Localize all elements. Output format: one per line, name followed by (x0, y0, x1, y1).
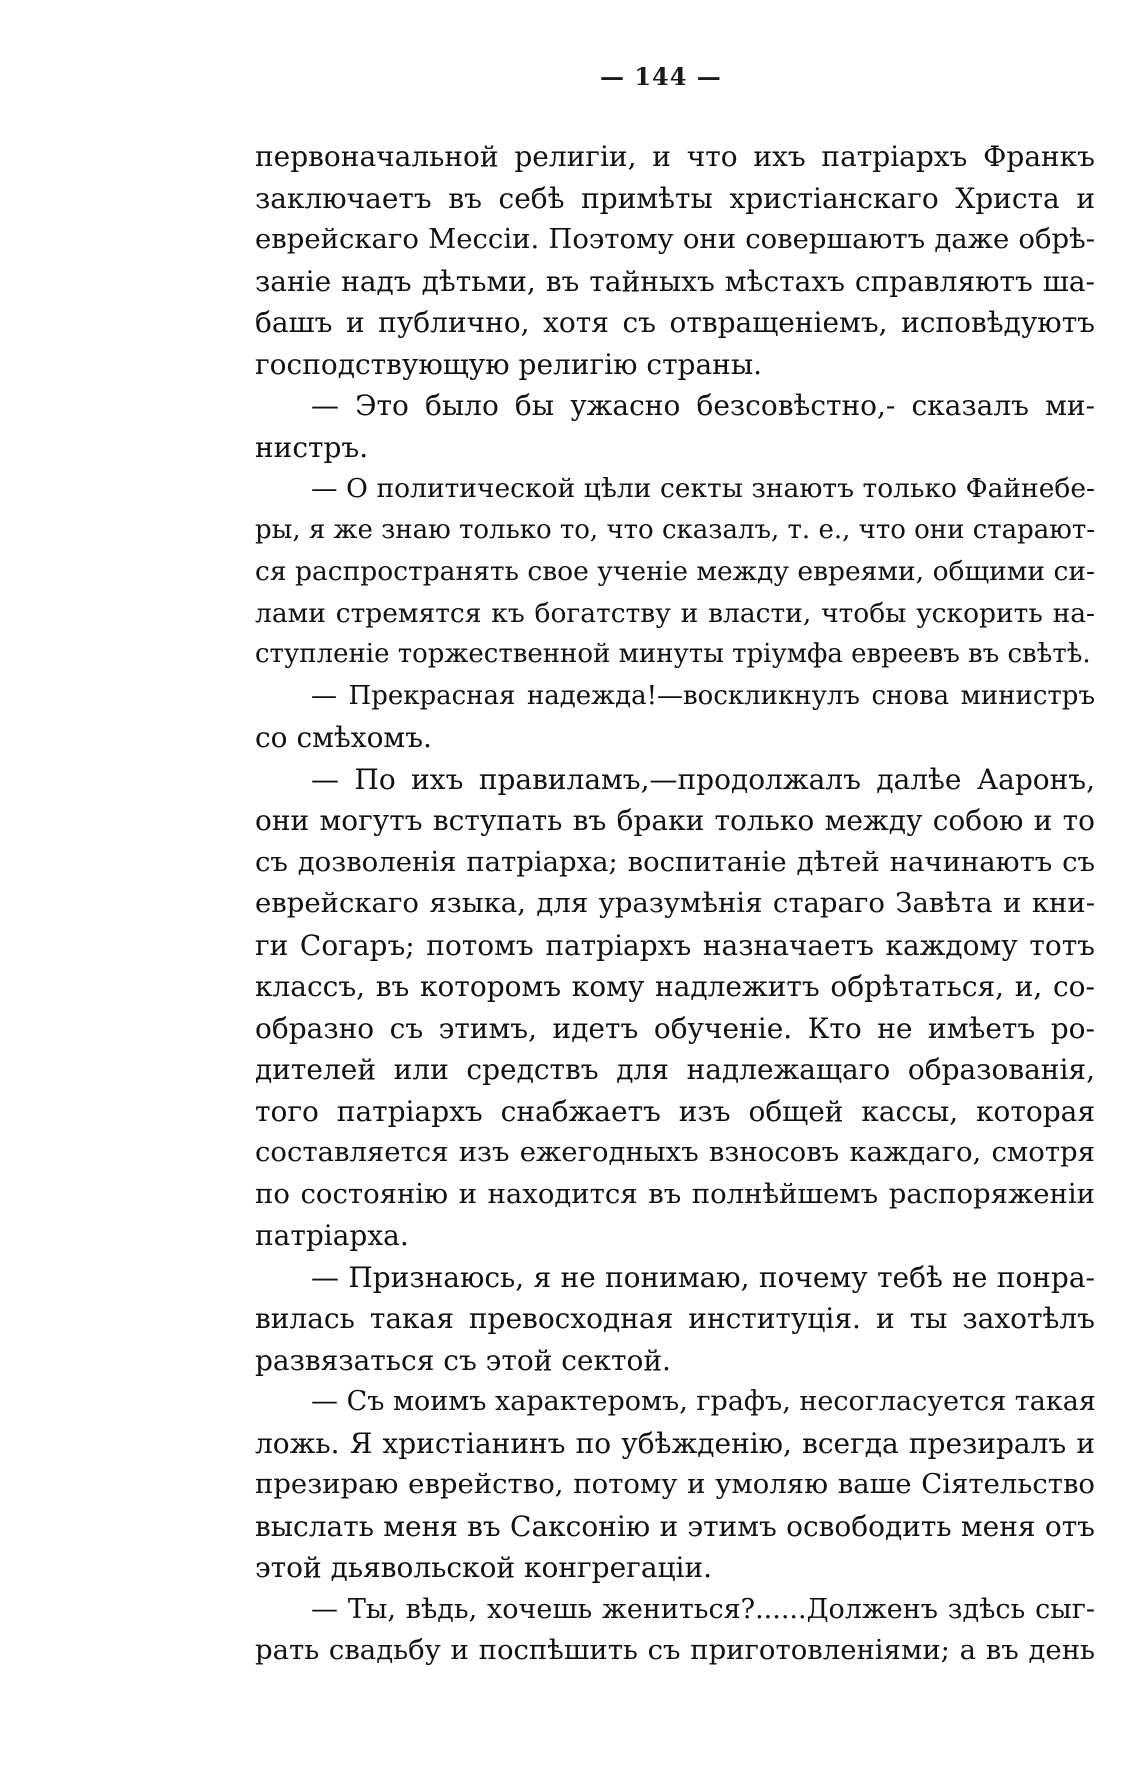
text-line: ся распространять свое ученіе между евреями, общими си- (255, 556, 1095, 587)
text-line: еврейскаго Мессіи. Поэтому они совершаютъ даже обрѣ- (255, 223, 1095, 255)
text-line: по состоянію и находится въ полнѣйшемъ распоряженіи (255, 1177, 1095, 1210)
text-line: составляется изъ ежегодныхъ взносовъ каждаго, смотря (255, 1136, 1095, 1168)
text-line: — По ихъ правиламъ,—продолжалъ далѣе Ааронъ, (311, 762, 1095, 796)
text-line: лами стремятся къ богатству и власти, чтобы ускорить на- (255, 597, 1095, 629)
text-line: — Съ моимъ характеромъ, графъ, несогласуется такая (311, 1386, 1096, 1417)
text-line: нистръ. (255, 430, 369, 464)
text-line: ги Согаръ; потомъ патріархъ назначаетъ каждому тотъ (255, 928, 1095, 962)
text-line: еврейскаго языка, для уразумѣнія стараго Завѣта и кни- (255, 887, 1095, 919)
text-line: ступленіе торжественной минуты тріумфа евреевъ въ свѣтѣ. (255, 639, 1091, 669)
text-line: — Это было бы ужасно безсовѣстно,- сказалъ ми- (311, 389, 1095, 422)
text-line: они могутъ вступать въ браки только между собою и то (255, 804, 1095, 837)
text-line: — О политической цѣли секты знаютъ только Файнебе- (311, 473, 1095, 504)
text-line: вилась такая превосходная институція. и ты захотѣлъ (255, 1302, 1095, 1335)
text-line: дителей или средствъ для надлежащаго образованія, (255, 1053, 1095, 1086)
text-line: — Прекрасная надежда!—воскликнулъ снова министръ (311, 680, 1095, 711)
text-line: развязаться съ этой сектой. (255, 1343, 671, 1377)
text-line: рать свадьбу и поспѣшить съ приготовленіями; а въ день (255, 1634, 1095, 1666)
text-line: классъ, въ которомъ кому надлежитъ обрѣтаться, и, со- (255, 970, 1095, 1003)
text-line: башъ и публично, хотя съ отвращеніемъ, исповѣдуютъ (255, 306, 1095, 339)
text-line: со смѣхомъ. (255, 721, 432, 754)
text-line: того патріархъ снабжаетъ изъ общей кассы, которая (255, 1094, 1095, 1128)
page-number: — 144 — (600, 62, 722, 91)
text-line: этой дьявольской конгрегаціи. (255, 1551, 713, 1584)
text-line: образно съ этимъ, идетъ обученіе. Кто не имѣетъ ро- (255, 1011, 1095, 1045)
text-line: заключаетъ въ себѣ примѣты христіанскаго Христа и (255, 181, 1095, 215)
text-line: выслать меня въ Саксонію и этимъ освободить меня отъ (255, 1509, 1095, 1543)
page-text (255, 136, 1095, 1672)
text-line: патріарха. (255, 1219, 409, 1252)
text-line: — Ты, вѣдь, хочешь жениться?......Долженъ здѣсь сыг- (311, 1593, 1095, 1625)
text-line: съ дозволенія патріарха; воспитаніе дѣтей начинаютъ съ (255, 845, 1095, 878)
text-line: ры, я же знаю только то, что сказалъ, т. е., что они старают- (255, 514, 1096, 545)
text-line: первоначальной религіи, и что ихъ патріархъ Франкъ (255, 140, 1095, 173)
text-line: заніе надъ дѣтьми, въ тайныхъ мѣстахъ справляютъ ша- (255, 264, 1095, 298)
text-line: — Признаюсь, я не понимаю, почему тебѣ не понра- (311, 1260, 1095, 1294)
text-line: презираю еврейство, потому и умоляю ваше Сіятельство (255, 1468, 1095, 1500)
text-line: господствующую религію страны. (255, 347, 763, 381)
text-line: ложь. Я христіанинъ по убѣжденію, всегда презиралъ и (255, 1426, 1095, 1460)
